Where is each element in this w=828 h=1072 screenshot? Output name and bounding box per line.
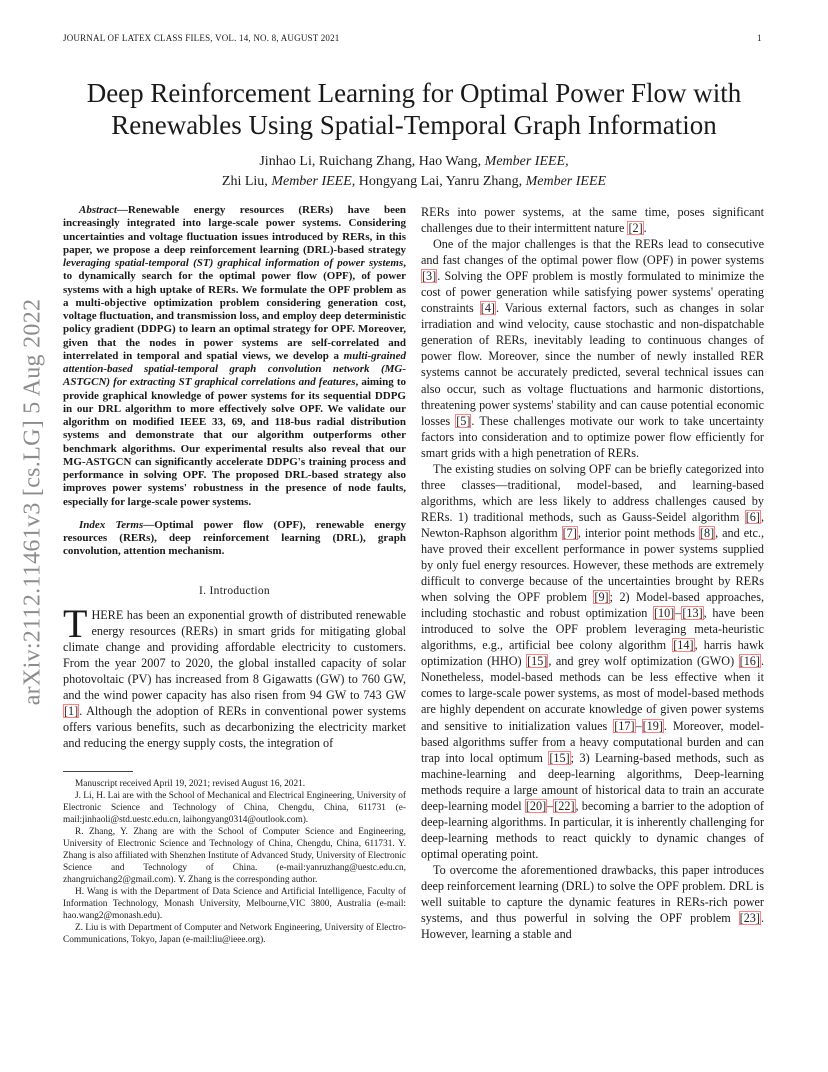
citation-link[interactable]: [15] bbox=[527, 654, 548, 669]
citation-link[interactable]: [13] bbox=[682, 606, 703, 621]
paragraph-text: To overcome the aforementioned drawbacks, this paper introduces deep reinforcement learning (DRL) to solve the OPF problem. DRL is well suitable to capture the dynamic features in RERs-rich power systems, and thus powerful in solving the OPF problem bbox=[421, 862, 764, 926]
citation-link[interactable]: [8] bbox=[699, 525, 715, 540]
paragraph-text: , Newton-Raphson algorithm bbox=[421, 509, 764, 540]
author-names: Zhi Liu, bbox=[221, 174, 268, 189]
citation-link[interactable]: [6] bbox=[745, 509, 760, 524]
paragraph-text: , and etc., have proved their excellent performance in power systems supplied by only fuel energy resources. However, these methods are extremely difficult to converge because of the uncertainties brought by RERs when solving the OPF problem bbox=[421, 525, 764, 605]
paper-title bbox=[60, 77, 768, 141]
body-paragraph bbox=[421, 862, 764, 942]
paragraph-text: RERs into power systems, at the same time, poses significant challenges due to their intermittent nature bbox=[421, 205, 764, 236]
paragraph-text: . bbox=[643, 221, 647, 236]
drop-cap: T bbox=[63, 600, 88, 646]
abstract-text: , aiming to provide graphical knowledge of power systems for its sequential DDPG in our DRL algorithm to more effectively solve OPF. We validate our algorithm on modified IEEE 33, 69, and 118-bus radial distribution systems and demonstrate that our algorithm outperforms other benchmark algorithms. Our experimental results also reveal that our MG-ASTGCN can significantly accelerate DDPG's training process and performance in solving OPF. The proposed DRL-based strategy also improves power systems' robustness in the presence of node faults, especially for large-scale power systems. bbox=[63, 376, 406, 508]
abstract-text: , to dynamically search for the optimal power flow (OPF), of power systems with a high uptake of RERs. We formulate the OPF problem as a multi-objective optimization problem considering generation cost, voltage fluctuation, and transmission loss, and employ deep deterministic policy gradient (DDPG) to learn an optimal strategy for OPF. Moreover, given that the nodes in power systems are self-correlated and interrelated in temporal and spatial views, we develop a bbox=[63, 257, 406, 362]
citation-link[interactable]: [5] bbox=[456, 413, 471, 428]
title-line-2: Renewables Using Spatial-Temporal Graph Information bbox=[111, 110, 717, 140]
paragraph-text: , and grey wolf optimization (GWO) bbox=[548, 654, 739, 669]
footnote: Manuscript received April 19, 2021; revised August 16, 2021. bbox=[75, 778, 306, 789]
right-column bbox=[421, 204, 764, 942]
page-number: 1 bbox=[757, 33, 762, 43]
paragraph-text: , have been introduced to solve the OPF problem leveraging meta-heuristic algorithms, e.g., artificial bee colony algorithm bbox=[421, 606, 764, 653]
citation-link[interactable]: [7] bbox=[562, 525, 577, 540]
footnote: H. Wang is with the Department of Data Science and Artificial Intelligence, Faculty of Information Technology, Monash University, Melbourne,VIC 3800, Australia (e-mail: hao.wang2@monash.edu). bbox=[63, 886, 406, 921]
citation-link[interactable]: [3] bbox=[422, 269, 437, 284]
paragraph-text: , harris hawk optimization (HHO) bbox=[421, 638, 764, 669]
body-paragraph bbox=[421, 204, 764, 236]
author-list bbox=[60, 152, 768, 192]
left-column bbox=[63, 204, 406, 946]
index-terms bbox=[63, 519, 406, 559]
body-paragraph bbox=[421, 461, 764, 862]
citation-link[interactable]: [1] bbox=[64, 703, 79, 718]
paragraph-text: ; 2) Model-based approaches, including stochastic and robust optimization bbox=[421, 590, 764, 621]
paragraph-text: One of the major challenges is that the RERs lead to consecutive and fast changes of the optimal power flow (OPF) in power systems bbox=[421, 237, 764, 268]
paragraph-text: . These challenges motivate our work to take uncertainty factors into consideration and to optimize power flow efficiently for smart grids with a high penetration of RERs. bbox=[421, 413, 764, 460]
author-names: Hongyang Lai, Yanru Zhang, bbox=[358, 174, 523, 189]
author-names: Jinhao Li, Ruichang Zhang, Hao Wang, bbox=[259, 154, 482, 169]
author-role: Member IEEE bbox=[525, 174, 607, 189]
paragraph-text: The existing studies on solving OPF can be briefly categorized into three classes—traditional, model-based, and learning-based algorithms, which are less likely to address challenges caused by RERs. 1) traditional methods, such as Gauss-Seidel algorithm bbox=[421, 461, 764, 524]
title-line-1: Deep Reinforcement Learning for Optimal Power Flow with bbox=[86, 78, 742, 108]
author-line-2 bbox=[60, 172, 768, 192]
body-paragraph bbox=[421, 236, 764, 461]
paragraph-text: . Nonetheless, model-based methods can be less effective when it comes to large-scale power systems, as most of model-based methods are highly dependent on accurate knowledge of given power systems and sensitive to initialization values bbox=[421, 654, 764, 733]
paragraph-text: – bbox=[547, 798, 554, 813]
footnote: R. Zhang, Y. Zhang are with the School of Computer Science and Engineering, University of Electronic Science and Technology of China, Chengdu, China, 611731. Y. Zhang is also affiliated with Shenzhen Institute of Advanced Study, University of Electronic Science and Technology of China. (e-mail:yanruzhang@uestc.edu.cn, zhangruichang2@gmail.com). Y. Zhang is the corresponding author. bbox=[63, 826, 406, 885]
paragraph-text: . Various external factors, such as changes in solar irradiation and wind velocity, cause stochastic and non-dispatchable generation of RERs, inevitably leading to continuous changes of power flow. Moreover, since the number of newly installed RER systems cannot be accurately predicted, several technical issues can also occur, such as voltage fluctuations and harmonic distortions, threatening power systems' stability and can cause potential economic losses bbox=[421, 301, 764, 428]
paragraph-text: – bbox=[635, 718, 642, 733]
author-line-1 bbox=[60, 152, 768, 172]
paragraph-text: HERE has been an exponential growth of distributed renewable energy resources (RERs) in smart grids for mitigating global climate change and providing affordable electricity to customers. From the year 2007 to 2020, the global installed capacity of solar photovoltaic (PV) has increased from 8 Gigawatts (GW) to 760 GW, and the wind power capacity has also risen from 94 GW to 743 GW bbox=[63, 607, 406, 702]
paragraph-text: . However, learning a stable and bbox=[421, 911, 764, 942]
paragraph-text: , interior point methods bbox=[577, 525, 699, 540]
index-terms-text: —Optimal power flow (OPF), renewable energy resources (RERs), deep reinforcement learning (DRL), graph convolution, attention mechanism. bbox=[63, 518, 406, 558]
author-role: Member IEEE, bbox=[484, 154, 569, 169]
citation-link[interactable]: [16] bbox=[739, 654, 760, 669]
abstract-text: —Renewable energy resources (RERs) have been increasingly integrated into large-scale power systems. Considering uncertainties and voltage fluctuation issues introduced by RERs, in this paper, we propose a deep reinforcement learning (DRL)-based strategy bbox=[63, 204, 406, 256]
citation-link[interactable]: [19] bbox=[642, 718, 663, 733]
citation-link[interactable]: [10] bbox=[653, 606, 675, 621]
abstract-emphasis: leveraging spatial-temporal (ST) graphical information of power systems bbox=[63, 257, 404, 269]
citation-link[interactable]: [9] bbox=[594, 590, 609, 605]
paragraph-text: ; 3) Learning-based methods, such as machine-learning and deep-learning algorithms, Deep-learning methods require a large amount of historical data to train an accurate deep-learning model bbox=[421, 750, 764, 813]
footnote: Z. Liu is with Department of Computer and Network Engineering, University of Electro-Communications, Tokyo, Japan (e-mail:liu@ieee.org). bbox=[63, 922, 406, 945]
abstract-label: Abstract bbox=[79, 204, 117, 216]
citation-link[interactable]: [4] bbox=[480, 301, 495, 316]
arxiv-stamp: arXiv:2112.11461v3 [cs.LG] 5 Aug 2022 bbox=[19, 298, 46, 706]
footnote: J. Li, H. Lai are with the School of Mechanical and Electrical Engineering, University of Electronic Science and Technology of China, Chengdu, China, 611731 (e-mail:jinhaoli@std.uestc.edu.cn, laihongyang0314@outlook.com). bbox=[63, 790, 406, 825]
author-role: Member IEEE, bbox=[271, 174, 356, 189]
citation-link[interactable]: [17] bbox=[614, 718, 635, 733]
paragraph-text: . Solving the OPF problem is mostly formulated to minimize the cost of power generation while satisfying power systems' operating constraints bbox=[421, 269, 764, 316]
index-terms-label: Index Terms bbox=[79, 518, 144, 531]
abstract bbox=[63, 204, 406, 509]
citation-link[interactable]: [15] bbox=[549, 750, 570, 765]
paragraph-text: – bbox=[675, 606, 682, 621]
paragraph-text: . Moreover, model-based algorithms suffer from a heavy computational burden and can trap into local optimum bbox=[421, 718, 764, 765]
intro-paragraph bbox=[63, 600, 406, 751]
citation-link[interactable]: [14] bbox=[673, 638, 694, 653]
footnote-rule bbox=[63, 771, 133, 772]
running-header: JOURNAL OF LATEX CLASS FILES, VOL. 14, NO. 8, AUGUST 2021 bbox=[63, 33, 340, 43]
paragraph-text: , becoming a barrier to the adoption of deep-learning algorithms. In particular, it is inherently challenging for deep-learning methods to react quickly to dynamic changes of optimal operating point. bbox=[421, 798, 764, 861]
paragraph-text: . Although the adoption of RERs in conventional power systems offers various benefits, such as decarbonizing the electricity market and reducing the energy supply costs, the integration of bbox=[63, 703, 406, 750]
citation-link[interactable]: [20] bbox=[525, 798, 547, 813]
citation-link[interactable]: [22] bbox=[554, 798, 575, 813]
section-heading: I. Introduction bbox=[199, 584, 270, 597]
citation-link[interactable]: [23] bbox=[739, 911, 760, 926]
abstract-emphasis: multi-grained attention-based spatial-temporal graph convolution network (MG-ASTGCN) for extracting ST graphical correlations and features bbox=[63, 349, 406, 389]
citation-link[interactable]: [2] bbox=[628, 221, 643, 236]
